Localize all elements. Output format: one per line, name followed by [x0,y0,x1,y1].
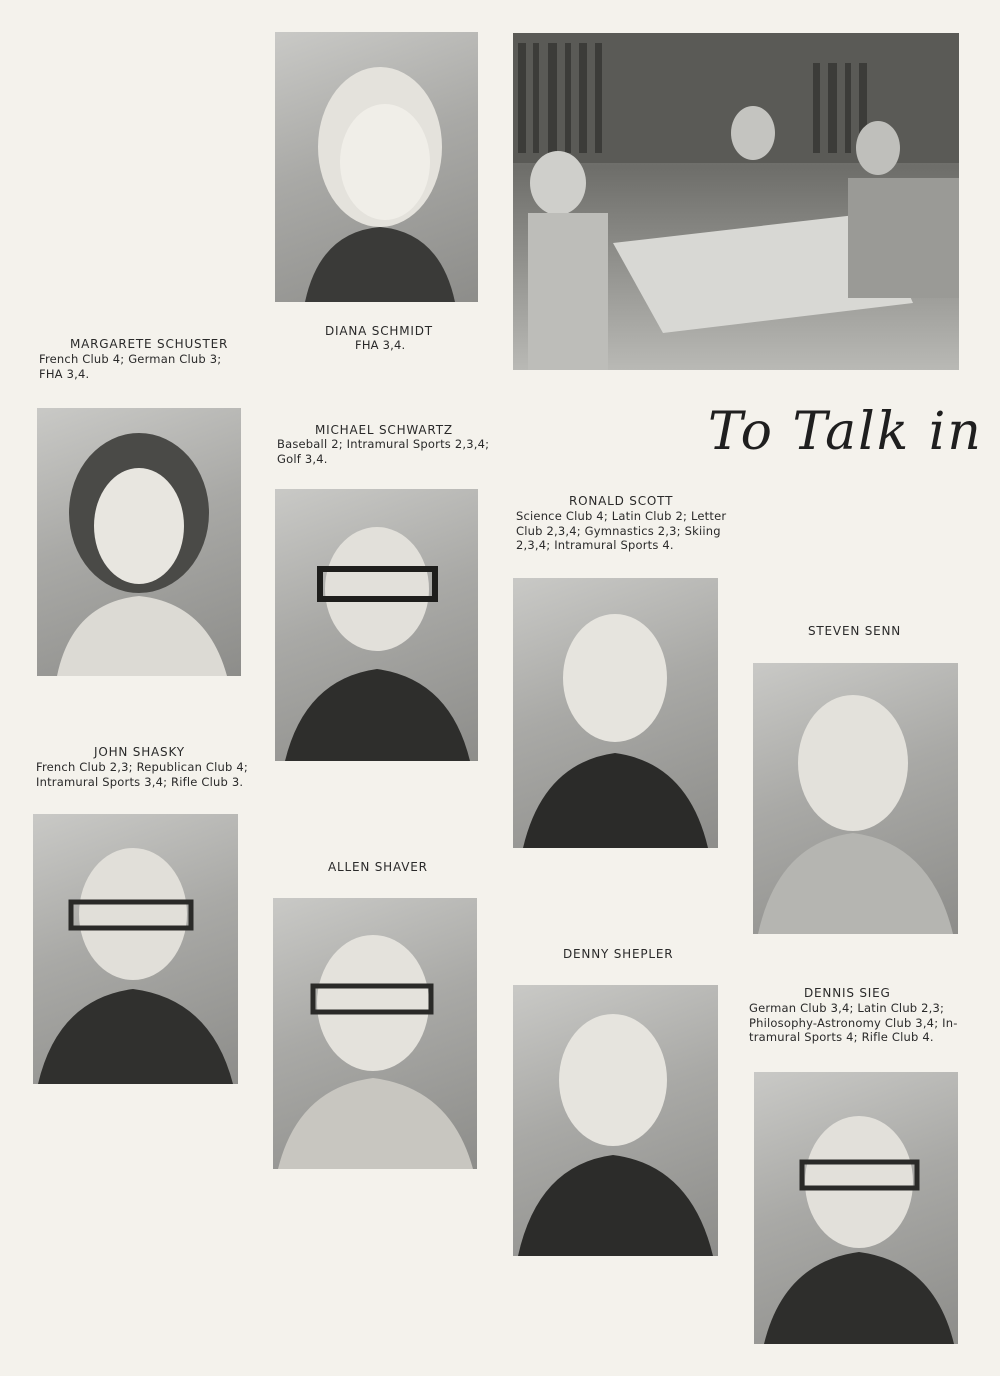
activity-line: Science Club 4; Latin Club 2; Letter [516,509,727,523]
library-group-photo [513,33,959,370]
activity-line: FHA 3,4. [355,338,406,352]
portrait-michael-schwartz [275,489,478,761]
student-activities [39,352,221,381]
student-name: MICHAEL SCHWARTZ [315,423,453,437]
portrait-steven-senn [753,663,958,934]
portrait-diana-schmidt [275,32,478,302]
activity-line: French Club 4; German Club 3; [39,352,222,366]
portrait-john-shasky [33,814,238,1084]
student-activities [36,760,248,789]
portrait-denny-shepler [513,985,718,1256]
student-name: DENNY SHEPLER [563,947,674,961]
student-activities [277,437,489,466]
activity-line: Club 2,3,4; Gymnastics 2,3; Skiing [516,523,721,538]
student-name: STEVEN SENN [808,624,902,638]
activity-line: FHA 3,4. [39,366,90,381]
portrait-margarete-schuster [37,408,241,676]
student-activities [749,1001,958,1045]
activity-line: French Club 2,3; Republican Club 4; [36,760,248,774]
student-name: JOHN SHASKY [94,745,185,759]
activity-line: German Club 3,4; Latin Club 2,3; [749,1001,945,1015]
activity-line: 2,3,4; Intramural Sports 4. [516,538,674,552]
activity-line: tramural Sports 4; Rifle Club 4. [749,1030,934,1044]
portrait-allen-shaver [273,898,477,1169]
student-name: ALLEN SHAVER [328,860,428,874]
page-headline: To Talk in [708,402,983,462]
student-activities [516,509,726,553]
activity-line: Philosophy-Astronomy Club 3,4; In- [749,1015,958,1030]
activity-line: Golf 3,4. [277,451,328,466]
student-name: RONALD SCOTT [569,494,674,508]
portrait-ronald-scott [513,578,718,848]
student-name: MARGARETE SCHUSTER [70,337,229,351]
student-name: DIANA SCHMIDT [325,324,433,338]
student-activities [355,338,405,353]
activity-line: Intramural Sports 3,4; Rifle Club 3. [36,774,244,789]
activity-line: Baseball 2; Intramural Sports 2,3,4; [277,437,490,451]
portrait-dennis-sieg [754,1072,958,1344]
student-name: DENNIS SIEG [804,986,891,1000]
